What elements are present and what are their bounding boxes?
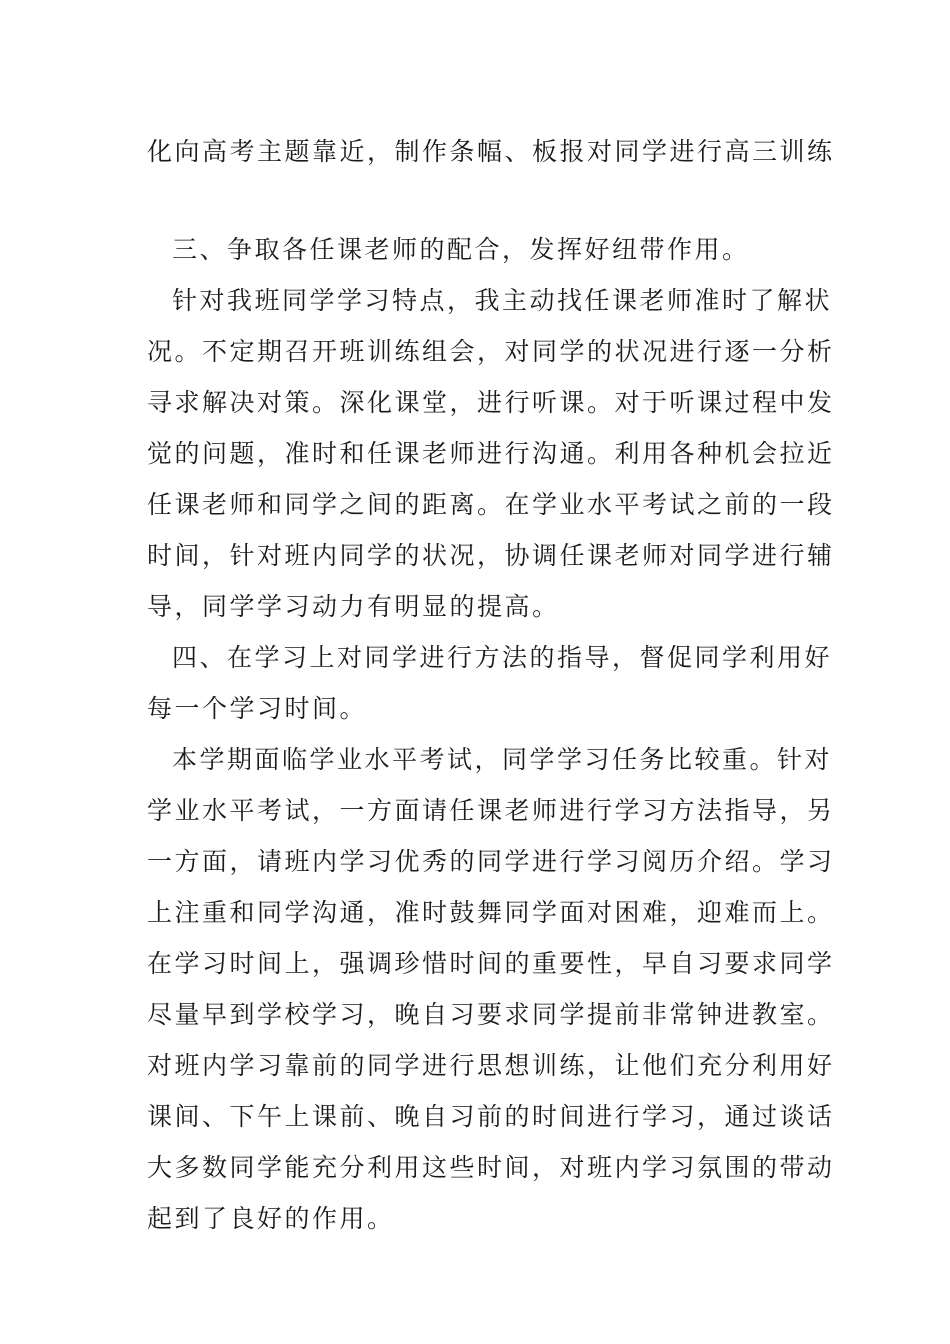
paragraph-line: 对班内学习靠前的同学进行思想训练，让他们充分利用好 xyxy=(147,1051,835,1080)
paragraph-line: 大多数同学能充分利用这些时间，对班内学习氛围的带动 xyxy=(147,1153,835,1182)
paragraph-line: 每一个学习时间。 xyxy=(147,694,368,723)
paragraph-line: 一方面，请班内学习优秀的同学进行学习阅历介绍。学习 xyxy=(147,847,835,876)
paragraph-line: 时间，针对班内同学的状况，协调任课老师对同学进行辅 xyxy=(147,541,835,570)
section-heading-3: 三、争取各任课老师的配合，发挥好纽带作用。 xyxy=(172,235,750,264)
paragraph-line: 觉的问题，准时和任课老师进行沟通。利用各种机会拉近 xyxy=(147,439,835,468)
paragraph-line: 尽量早到学校学习，晚自习要求同学提前非常钟进教室。 xyxy=(147,1000,835,1029)
paragraph-line: 本学期面临学业水平考试，同学学习任务比较重。针对 xyxy=(172,745,833,774)
paragraph-line: 况。不定期召开班训练组会，对同学的状况进行逐一分析 xyxy=(147,337,835,366)
paragraph-line: 上注重和同学沟通，准时鼓舞同学面对困难，迎难而上。 xyxy=(147,898,835,927)
section-heading-4: 四、在学习上对同学进行方法的指导，督促同学利用好 xyxy=(172,643,833,672)
paragraph-line: 化向高考主题靠近，制作条幅、板报对同学进行高三训练 xyxy=(147,137,835,166)
paragraph-line: 课间、下午上课前、晚自习前的时间进行学习，通过谈话 xyxy=(147,1102,835,1131)
paragraph-line: 任课老师和同学之间的距离。在学业水平考试之前的一段 xyxy=(147,490,835,519)
paragraph-line: 针对我班同学学习特点，我主动找任课老师准时了解状 xyxy=(172,286,833,315)
paragraph-line: 导，同学学习动力有明显的提高。 xyxy=(147,592,560,621)
paragraph-line: 在学习时间上，强调珍惜时间的重要性，早自习要求同学 xyxy=(147,949,835,978)
paragraph-line: 起到了良好的作用。 xyxy=(147,1204,395,1233)
paragraph-line: 寻求解决对策。深化课堂，进行听课。对于听课过程中发 xyxy=(147,388,835,417)
paragraph-line: 学业水平考试，一方面请任课老师进行学习方法指导，另 xyxy=(147,796,835,825)
